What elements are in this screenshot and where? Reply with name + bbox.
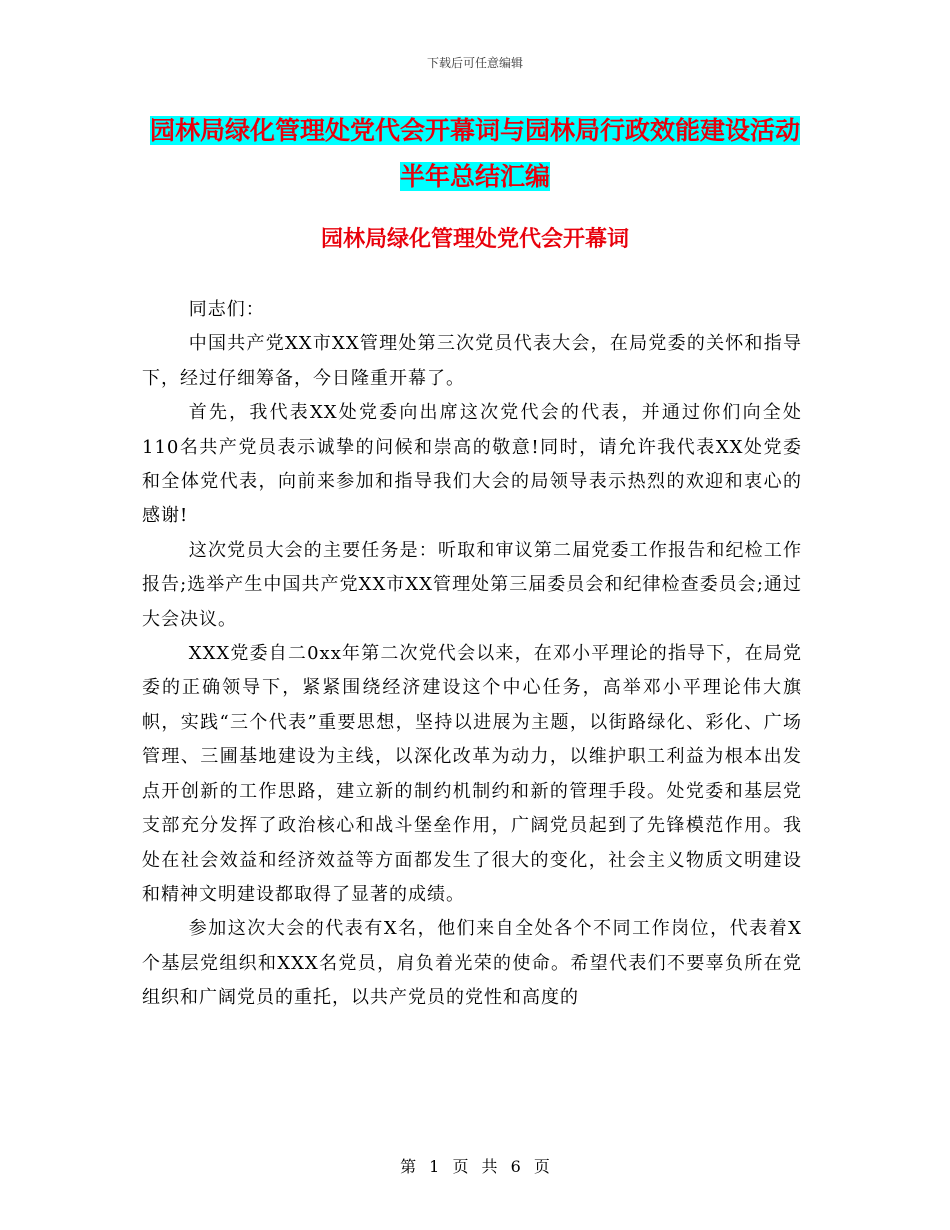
header-note: 下载后可任意编辑	[426, 56, 523, 70]
page-footer: 第 1 页 共 6 页	[400, 1157, 550, 1176]
paragraph: 参加这次大会的代表有X名，他们来自全处各个不同工作岗位，代表着X个基层党组织和XXX名党员，肩负着光荣的使命。希望代表们不要辜负所在党组织和广阔党员的重托，以共产党员的党性和高度的	[142, 918, 802, 1009]
section-title: 园林局绿化管理处党代会开幕词	[320, 227, 629, 252]
document-title-text: 园林局绿化管理处党代会开幕词与园林局行政效能建设活动半年总结汇编	[149, 116, 800, 191]
paragraph: 这次党员大会的主要任务是：听取和审议第二届党委工作报告和纪检工作报告;选举产生中国共产党XX市XX管理处第三届委员会和纪律检查委员会;通过大会决议。	[142, 539, 802, 630]
paragraph: 首先，我代表XX处党委向出席这次党代会的代表，并通过你们向全处110名共产党员表示诚挚的问候和崇高的敬意!同时，请允许我代表XX处党委和全体党代表，向前来参加和指导我们大会的局领导表示热烈的欢迎和衷心的感谢!	[142, 402, 802, 527]
body-text	[142, 293, 802, 1016]
document-title	[140, 108, 810, 200]
paragraph: 中国共产党XX市XX管理处第三次党员代表大会，在局党委的关怀和指导下，经过仔细筹备，今日隆重开幕了。	[142, 333, 802, 389]
paragraph: XXX党委自二0xx年第二次党代会以来，在邓小平理论的指导下，在局党委的正确领导下，紧紧围绕经济建设这个中心任务，高举邓小平理论伟大旗帜，实践“三个代表”重要思想，坚持以进展为主题，以街路绿化、彩化、广场管理、三圃基地建设为主线，以深化改革为动力，以维护职工利益为根本出发点开创新的工作思路，建立新的制约机制约和新的管理手段。处党委和基层党支部充分发挥了政治核心和战斗堡垒作用，广阔党员起到了先锋模范作用。我处在社会效益和经济效益等方面都发生了很大的变化，社会主义物质文明建设和精神文明建设都取得了显著的成绩。	[142, 643, 802, 905]
paragraph-salutation: 同志们：	[188, 299, 265, 320]
